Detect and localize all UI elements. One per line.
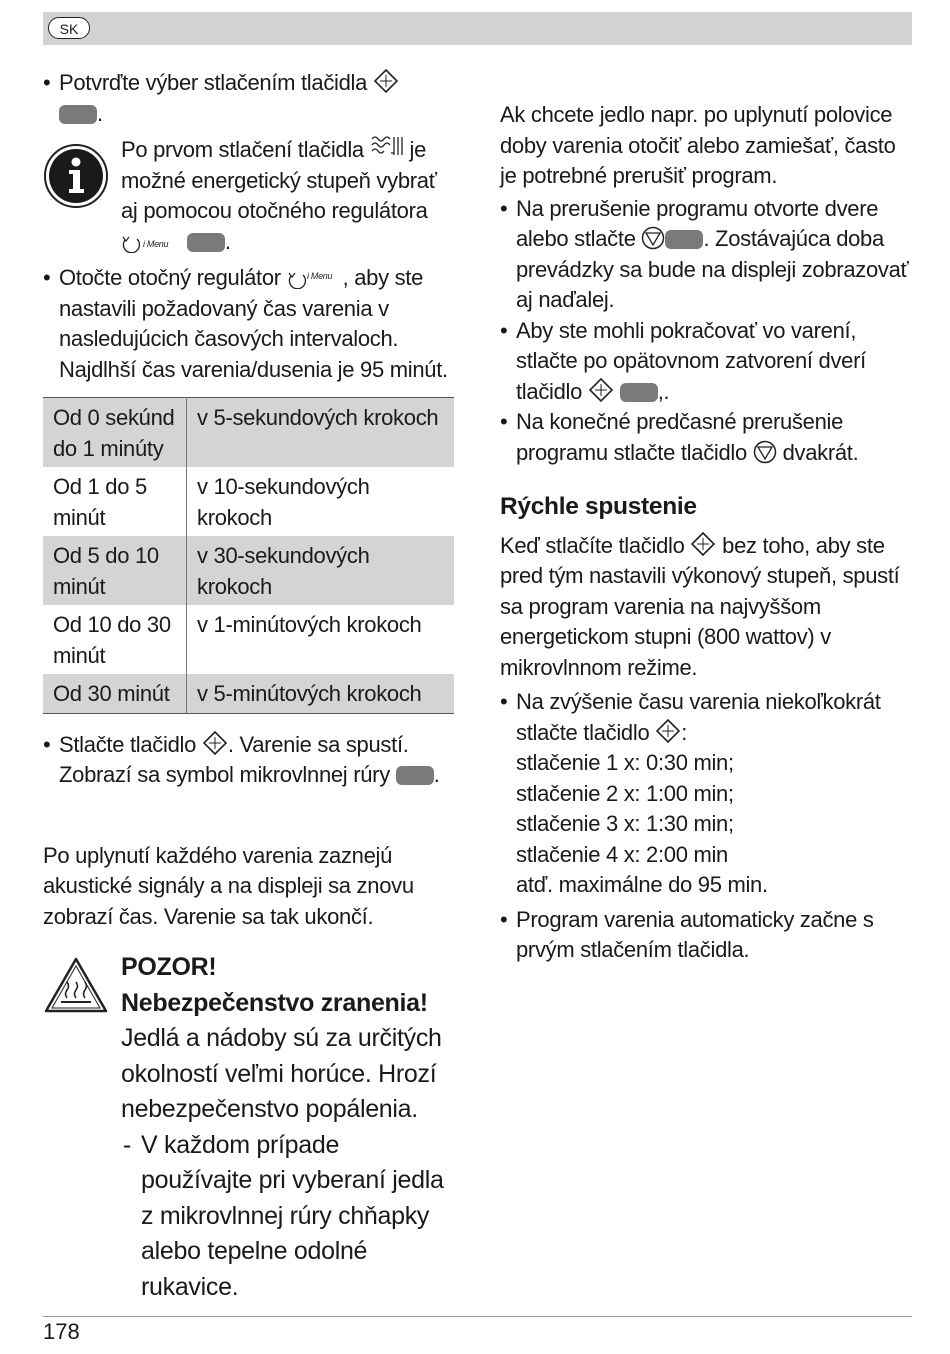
warning-title: POZOR! xyxy=(121,953,217,981)
key-symbol xyxy=(59,105,97,124)
time-step: v 10-sekundových krokoch xyxy=(197,474,370,530)
right-column xyxy=(500,100,910,966)
svg-text:i Menu: i Menu xyxy=(143,238,169,249)
quick-text-after: bez toho, aby ste pred tým nastavili výkonový stupeň, spustí sa program varenia na najvyššom energetickom stupni (800 wattov) v mikrovlnnom režime. xyxy=(500,532,900,680)
press-line: stlačenie 3 x: 1:30 min; xyxy=(516,811,734,836)
increase-bullet xyxy=(500,687,910,901)
svg-text:i Menu: i Menu xyxy=(306,271,332,281)
time-range: Od 0 sekúnd do 1 minúty xyxy=(43,398,187,468)
table-row xyxy=(43,605,454,674)
press-line: stlačenie 2 x: 1:00 min; xyxy=(516,780,734,806)
start-diamond-icon xyxy=(588,377,614,403)
interrupt-text-after: . Zostávajúca doba prevádzky sa bude na displeji zobrazovať aj naďalej. xyxy=(516,226,909,312)
start-diamond-icon xyxy=(655,718,681,744)
page-number: 178 xyxy=(43,1319,80,1344)
time-step: v 1-minútových krokoch xyxy=(197,612,422,637)
stop-icon xyxy=(753,440,777,464)
left-column xyxy=(43,68,455,1305)
cancel-text-after: dvakrát. xyxy=(782,439,859,465)
table-row xyxy=(43,398,454,468)
quick-text-before: Keď stlačíte tlačidlo xyxy=(500,532,685,558)
info-text-after: je možné energetický stupeň vybrať aj pomocou otočného regulátora xyxy=(121,137,437,223)
rotary-knob-icon xyxy=(121,231,181,253)
start-bullet: • Stlačte tlačidlo . Varenie sa spustí. Zobrazí sa symbol mikrovlnnej rúry . xyxy=(43,730,455,791)
key-symbol xyxy=(187,233,225,252)
warning-dash-item: - V každom prípade používajte pri vyberaní jedla z mikrovlnnej rúry chňapky alebo tepelne odolné rukavice. xyxy=(121,1128,455,1306)
increase-text-before: Na zvýšenie času varenia niekoľkokrát stlačte tlačidlo xyxy=(516,689,881,745)
intro-paragraph: Ak chcete jedlo napr. po uplynutí polovice doby varenia otočiť alebo zamiešať, často je potrebné prerušiť program. xyxy=(500,102,896,188)
start-text-after: . Varenie sa spustí. Zobrazí sa symbol mikrovlnnej rúry xyxy=(59,731,409,787)
interrupt-bullet xyxy=(500,194,910,316)
increase-text-after: : xyxy=(681,719,688,745)
warning-subtitle: Nebezpečenstvo zranenia! xyxy=(121,988,428,1017)
time-range: Od 30 minút xyxy=(43,674,187,713)
info-icon xyxy=(43,143,109,209)
microwave-power-icon xyxy=(370,133,404,161)
quick-start-paragraph xyxy=(500,531,910,684)
rotate-text-before: Otočte otočný regulátor xyxy=(59,265,281,290)
start-diamond-icon xyxy=(690,531,716,557)
time-step: v 5-minútových krokoch xyxy=(187,674,455,713)
time-range: Od 5 do 10 minút xyxy=(43,536,187,605)
press-line: atď. maximálne do 95 min. xyxy=(516,872,768,897)
warning-block xyxy=(43,950,455,1305)
interrupt-text-before: Na prerušenie programu otvorte dvere alebo stlačte xyxy=(516,195,879,251)
warning-body: Jedlá a nádoby sú za určitých okolností veľmi horúce. Hrozí nebezpečenstvo popálenia. xyxy=(121,1024,442,1123)
press-line: stlačenie 4 x: 2:00 min xyxy=(516,841,728,867)
footer-divider xyxy=(43,1316,912,1317)
continue-text-after: ,. xyxy=(657,378,670,404)
hot-surface-warning-icon xyxy=(43,956,109,1014)
continue-text-before: Aby ste mohli pokračovať vo varení, stlačte po opätovnom zatvorení dverí tlačidlo xyxy=(516,317,866,404)
table-row xyxy=(43,674,454,713)
section-heading: Rýchle spustenie xyxy=(500,493,697,520)
key-symbol xyxy=(620,383,658,402)
auto-start-bullet xyxy=(500,905,910,966)
key-symbol xyxy=(665,230,703,249)
info-text-before: Po prvom stlačení tlačidla xyxy=(121,137,364,162)
time-step: v 30-sekundových krokoch xyxy=(187,536,455,605)
time-range: Od 1 do 5 minút xyxy=(43,467,187,536)
table-row xyxy=(43,467,454,536)
start-diamond-icon xyxy=(202,730,228,756)
confirm-text: Potvrďte výber stlačením tlačidla xyxy=(59,70,368,95)
header-bar xyxy=(43,12,912,45)
info-note: Po prvom stlačení tlačidla je možné energetický stupeň vybrať aj pomocou otočného regulátora i Menu . xyxy=(43,133,455,257)
start-diamond-icon xyxy=(373,68,399,94)
cancel-text-before: Na konečné predčasné prerušenie programu stlačte tlačidlo xyxy=(516,409,844,465)
confirm-bullet: • Potvrďte výber stlačením tlačidla . xyxy=(43,68,455,129)
time-range: Od 10 do 30 minút xyxy=(43,605,187,674)
rotate-bullet xyxy=(43,263,455,385)
rotary-knob-icon xyxy=(287,267,343,289)
cooking-time-table xyxy=(43,397,454,714)
auto-start-text: Program varenia automaticky začne s prvým stlačením tlačidla. xyxy=(516,906,874,962)
continue-bullet xyxy=(500,316,910,408)
cancel-bullet xyxy=(500,407,910,468)
rotate-text-after: , aby ste nastavili požadovaný čas varenia v nasledujúcich časových intervaloch. Najdlhší čas varenia/dusenia je 95 minút. xyxy=(59,265,448,382)
press-line: stlačenie 1 x: 0:30 min; xyxy=(516,750,734,775)
table-row xyxy=(43,536,454,605)
key-symbol xyxy=(396,766,434,785)
stop-icon xyxy=(641,226,665,250)
language-badge: SK xyxy=(48,17,90,39)
time-step: v 5-sekundových krokoch xyxy=(187,398,455,468)
end-paragraph: Po uplynutí každého varenia zaznejú akustické signály a na displeji sa znovu zobrazí čas. Varenie sa tak ukončí. xyxy=(43,842,414,929)
start-text-before: Stlačte tlačidlo xyxy=(59,731,197,757)
